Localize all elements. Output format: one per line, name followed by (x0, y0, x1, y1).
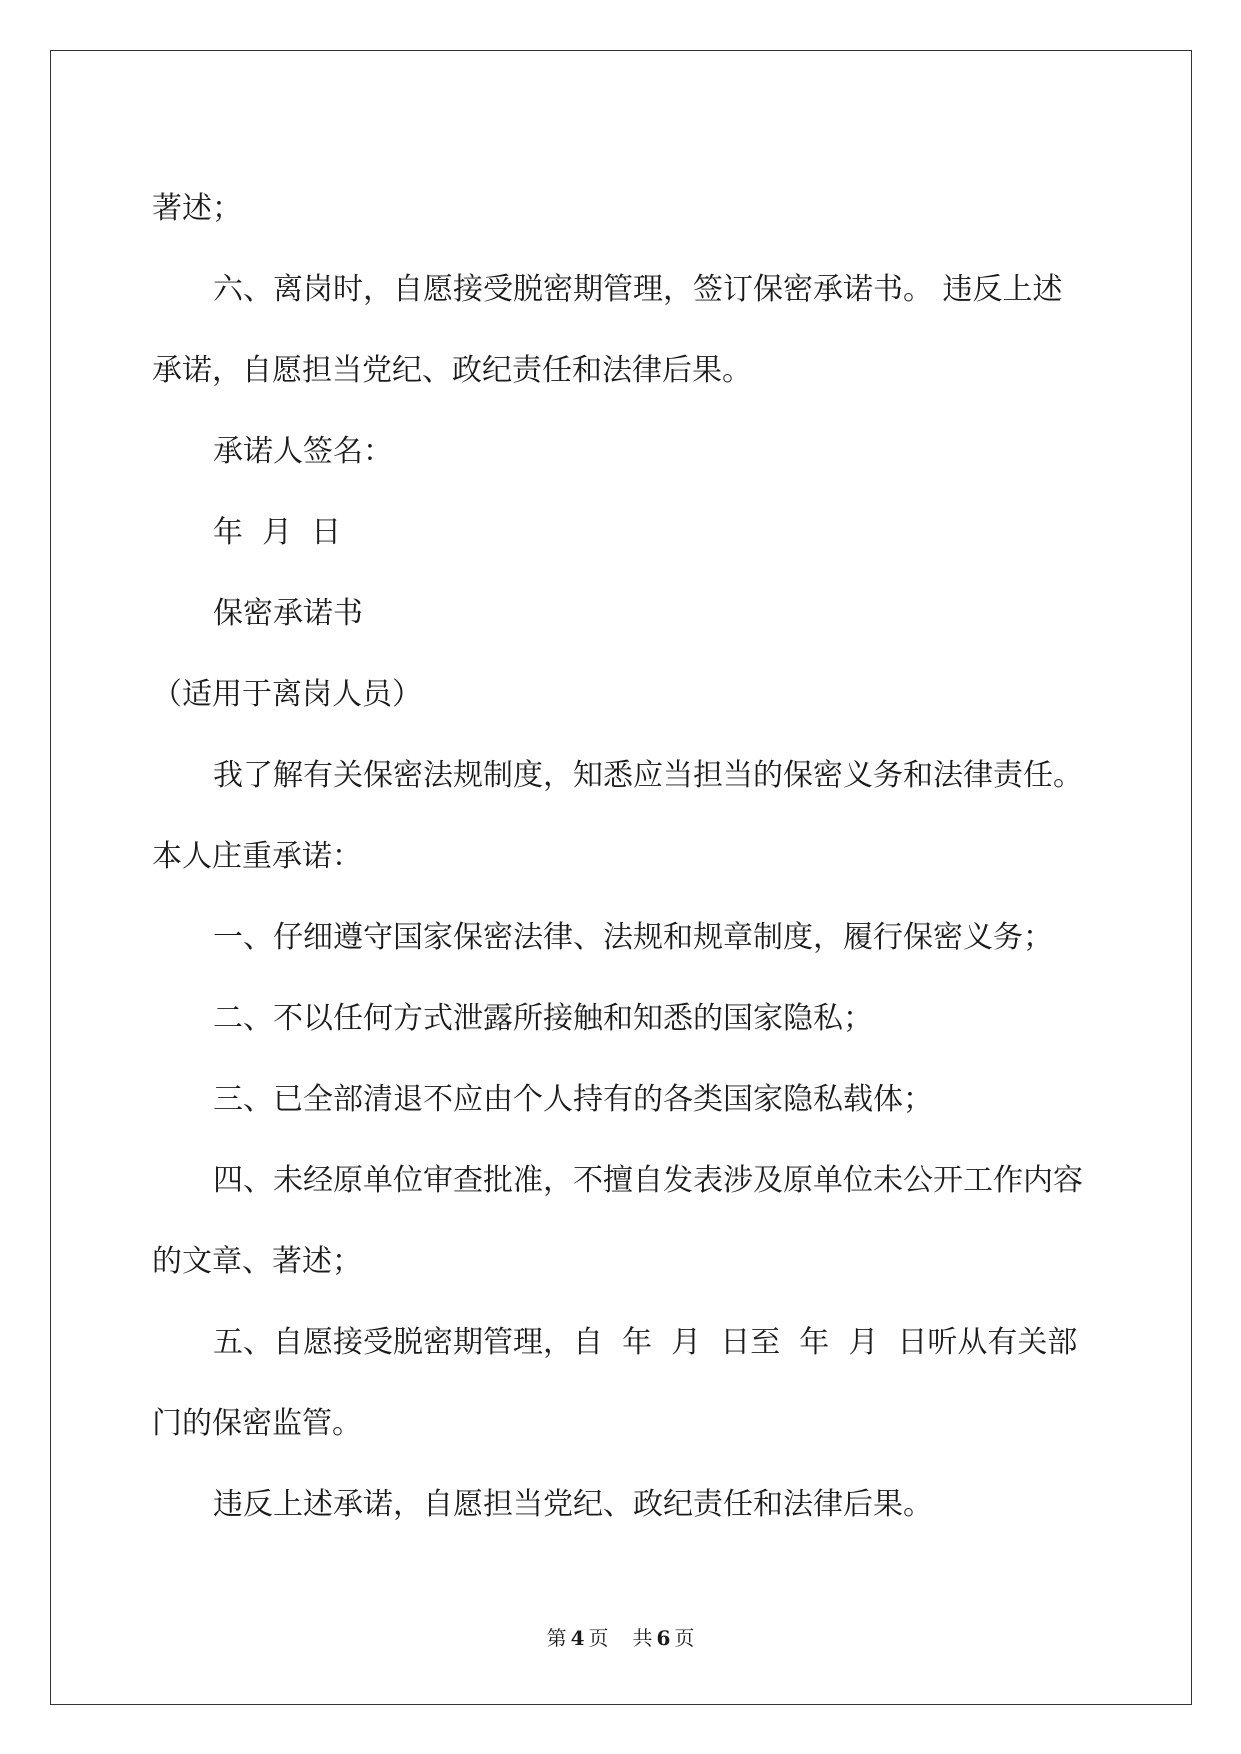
page-current: 4 (570, 1626, 585, 1650)
total-prefix: 共 (632, 1626, 653, 1650)
date-line: 年 月 日 (213, 515, 342, 550)
paragraph: 六、离岗时，自愿接受脱密期管理，签订保密承诺书。 违反上述承诺，自愿担当党纪、政纪责任和法律后果。 (152, 272, 1063, 388)
page-total: 6 (656, 1626, 671, 1650)
page-unit: 页 (588, 1626, 609, 1650)
signature-line: 承诺人签名： (213, 434, 393, 469)
list-item: 二、不以任何方式泄露所接触和知悉的国家隐私； (213, 1001, 873, 1036)
section-subtitle: （适用于离岗人员） (152, 677, 422, 712)
paragraph: 我了解有关保密法规制度，知悉应当担当的保密义务和法律责任。本人庄重承诺： (152, 758, 1083, 874)
list-item: 五、自愿接受脱密期管理，自 年 月 日至 年 月 日听从有关部门的保密监管。 (152, 1325, 1078, 1441)
paragraph: 著述； (152, 191, 242, 226)
list-item: 一、仔细遵守国家保密法律、法规和规章制度，履行保密义务； (213, 920, 1053, 955)
section-title: 保密承诺书 (213, 596, 363, 631)
document-body (152, 168, 1092, 1545)
page-prefix: 第 (546, 1626, 567, 1650)
page-footer (0, 1625, 1241, 1651)
total-unit: 页 (674, 1626, 695, 1650)
paragraph: 违反上述承诺，自愿担当党纪、政纪责任和法律后果。 (213, 1487, 933, 1522)
list-item: 四、未经原单位审查批准，不擅自发表涉及原单位未公开工作内容的文章、著述； (152, 1163, 1083, 1279)
list-item: 三、已全部清退不应由个人持有的各类国家隐私载体； (213, 1082, 933, 1117)
